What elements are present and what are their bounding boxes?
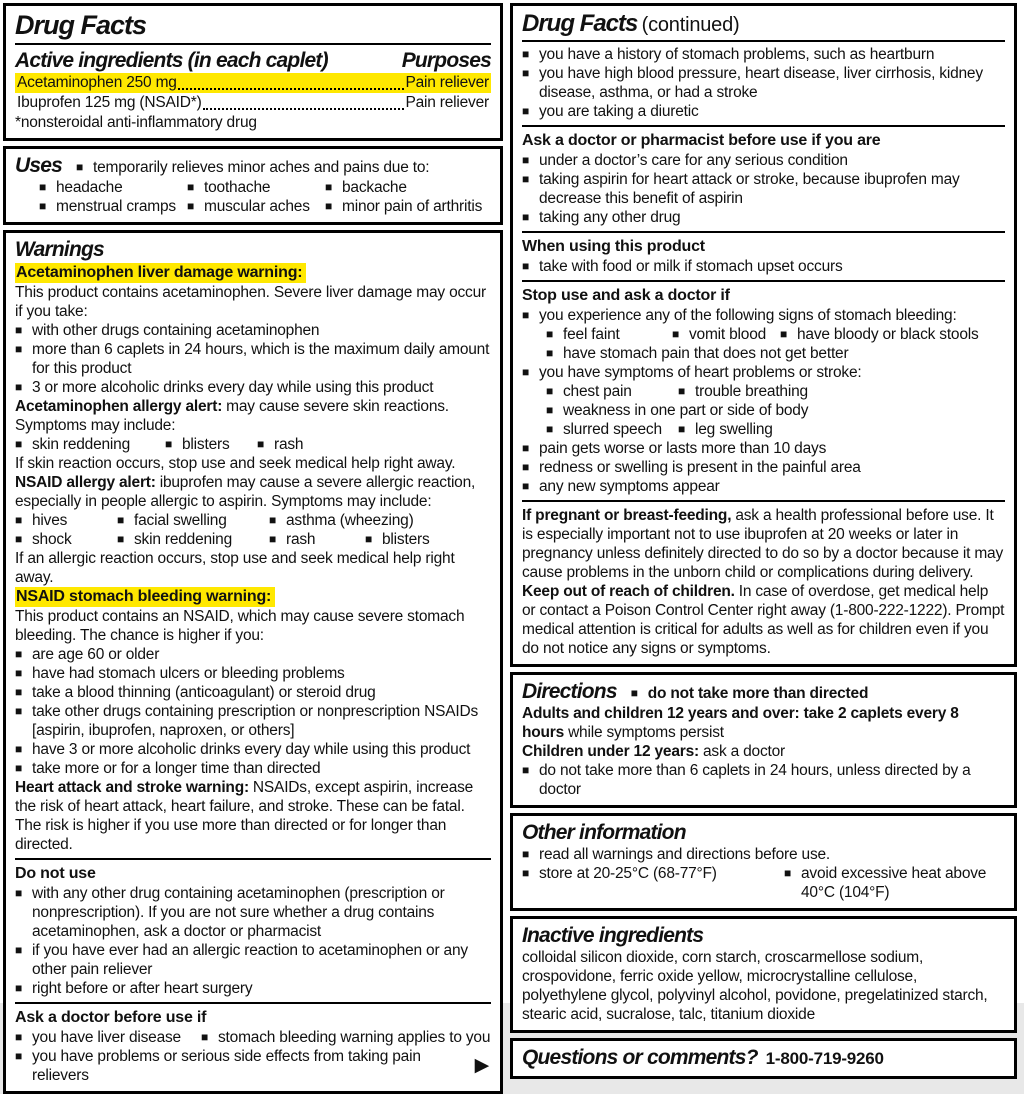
nsaid-allergy-alert <box>15 473 491 511</box>
symptom-item: ■ skin reddening <box>15 435 165 454</box>
liver-bullet: ■ 3 or more alcoholic drinks every day while using this product <box>15 378 491 397</box>
questions-title: Questions or comments? <box>522 1046 758 1070</box>
ingredient-purpose: Pain reliever <box>405 94 489 112</box>
active-ingredients-panel <box>3 3 503 141</box>
symptom-item: ■ blisters <box>365 530 491 549</box>
directions-title: Directions <box>522 679 617 703</box>
allergy-alert-rest: may cause severe skin reactions. <box>226 397 449 415</box>
liver-damage-warning-heading: Acetaminophen liver damage warning: <box>15 263 306 283</box>
continued-warnings-panel <box>510 3 1017 667</box>
use-item: ■ headache <box>39 178 187 197</box>
divider <box>522 125 1005 127</box>
symptom-item: ■ leg swelling <box>678 420 1005 439</box>
skin-symptoms-row <box>15 435 491 454</box>
stop-use-bullet: ■ redness or swelling is present in the painful area <box>522 458 1005 477</box>
divider <box>15 43 491 45</box>
keep-out-lead: Keep out of reach of children. <box>522 582 735 600</box>
pregnancy-rest: ask a health professional before use. It is especially important not to use ibuprofen at 20 weeks or later in pregnancy unless definitely directed to do so by a doctor because it may cause problems in the unborn child or complications during delivery. <box>522 506 1004 581</box>
sign-item: ■ feel faint <box>546 325 672 344</box>
heart-warning-lead: Heart attack and stroke warning: <box>15 778 249 796</box>
heat-warning: ■ avoid excessive heat above 40°C (104°F) <box>784 864 1005 902</box>
symptom-item: ■ hives <box>15 511 117 530</box>
use-item: ■ backache <box>325 178 491 197</box>
ingredient-row-acetaminophen <box>15 73 491 93</box>
stomach-bullet: ■ take more or for a longer time than directed <box>15 759 491 778</box>
continued-title-rest: (continued) <box>641 14 740 36</box>
continued-arrow-icon: ▶ <box>474 1055 489 1077</box>
ask-doctor-item: ■ stomach bleeding warning applies to you <box>201 1028 491 1047</box>
uses-title: Uses <box>15 154 63 178</box>
active-ingredients-header-row <box>15 48 491 73</box>
directions-bullet: ■ do not take more than 6 caplets in 24 hours, unless directed by a doctor <box>522 761 1005 799</box>
pharmacist-heading: Ask a doctor or pharmacist before use if you are <box>522 131 881 149</box>
nsaid-allergy-rest: ibuprofen may cause a severe allergic reaction, especially in people allergic to aspirin. Symptoms may include: <box>15 473 476 510</box>
uses-title-row <box>15 153 491 178</box>
skin-reaction-note: If skin reaction occurs, stop use and seek medical help right away. <box>15 454 456 472</box>
stop-use-bullet: ■ any new symptoms appear <box>522 477 1005 496</box>
children-dosage <box>522 742 1005 761</box>
use-item: ■ menstrual cramps <box>39 197 187 216</box>
divider <box>15 1002 491 1004</box>
divider <box>522 40 1005 42</box>
pharmacist-bullet: ■ taking aspirin for heart attack or stroke, because ibuprofen may decrease this benefit of aspirin <box>522 170 1005 208</box>
uses-row-1 <box>39 178 491 197</box>
children-dosage-lead: Children under 12 years: <box>522 742 699 760</box>
nsaid-allergy-lead: NSAID allergy alert: <box>15 473 156 491</box>
uses-panel <box>3 146 503 225</box>
drug-facts-continued-title <box>522 10 1005 38</box>
stomach-bullet: ■ have 3 or more alcoholic drinks every day while using this product <box>15 740 491 759</box>
continued-title-lead: Drug Facts <box>522 10 638 37</box>
purposes-header: Purposes <box>401 49 491 73</box>
stomach-bullet: ■ have had stomach ulcers or bleeding problems <box>15 664 491 683</box>
use-item: ■ muscular aches <box>187 197 325 216</box>
do-not-use-bullet: ■ if you have ever had an allergic reaction to acetaminophen or any other pain reliever <box>15 941 491 979</box>
symptom-item: ■ rash <box>257 435 491 454</box>
symptom-item: ■ skin reddening <box>117 530 269 549</box>
sign-item: ■ have bloody or black stools <box>780 325 1005 344</box>
keep-out-rest: In case of overdose, get medical help or contact a Poison Control Center right away (1-800-222-1222). Prompt medical attention is critical for adults as well as for children even if you do not notice any signs or symptoms. <box>522 582 1005 657</box>
other-information-panel <box>510 813 1017 911</box>
do-not-use-bullet: ■ right before or after heart surgery <box>15 979 491 998</box>
heart-warning-rest: NSAIDs, except aspirin, increase the risk of heart attack, heart failure, and stroke. These can be fatal. The risk is higher if you use more than directed or for longer than directed. <box>15 778 474 853</box>
directions-title-row <box>522 679 1005 704</box>
directions-panel <box>510 672 1017 808</box>
do-not-use-bullet: ■ with any other drug containing acetaminophen (prescription or nonprescription). If you are not sure whether a drug contains acetaminophen, ask a doctor or pharmacist <box>15 884 491 941</box>
continued-bullet: ■ you have a history of stomach problems, such as heartburn <box>522 45 1005 64</box>
dotted-leader <box>203 108 405 110</box>
liver-bullet: ■ with other drugs containing acetaminophen <box>15 321 491 340</box>
nsaid-symptoms-row-1 <box>15 511 491 530</box>
other-info-bullet: ■ read all warnings and directions before use. <box>522 845 1005 864</box>
when-using-heading: When using this product <box>522 237 705 255</box>
symptom-item: ■ facial swelling <box>117 511 269 530</box>
bleeding-signs-row <box>546 325 1005 344</box>
active-ingredients-header: Active ingredients (in each caplet) <box>15 49 328 73</box>
warnings-panel <box>3 230 503 1093</box>
symptom-item: ■ slurred speech <box>546 420 678 439</box>
keep-out-of-reach-warning <box>522 582 1005 658</box>
children-dosage-rest: ask a doctor <box>702 742 786 760</box>
stop-use-bullet: ■ pain gets worse or lasts more than 10 days <box>522 439 1005 458</box>
ask-doctor-last-row <box>15 1047 491 1085</box>
adults-dosage-rest: while symptoms persist <box>568 723 724 741</box>
ask-doctor-item: ■ you have liver disease <box>15 1028 201 1047</box>
inactive-ingredients-panel <box>510 916 1017 1033</box>
divider <box>522 500 1005 502</box>
stomach-bleeding-warning-heading: NSAID stomach bleeding warning: <box>15 587 275 607</box>
pregnancy-lead: If pregnant or breast-feeding, <box>522 506 732 524</box>
stop-use-bullet: ■ you have symptoms of heart problems or stroke: <box>522 363 1005 382</box>
heart-symptoms-row-3 <box>546 420 1005 439</box>
left-column <box>3 3 503 1084</box>
uses-intro: ■ temporarily relieves minor aches and pains due to: <box>76 158 429 177</box>
sign-item: ■ vomit blood <box>672 325 780 344</box>
drug-facts-title: Drug Facts <box>15 10 147 40</box>
ask-doctor-heading: Ask a doctor before use if <box>15 1008 207 1026</box>
adults-dosage <box>522 704 1005 742</box>
ask-doctor-row <box>15 1028 491 1047</box>
ask-doctor-item: ■ you have problems or serious side effects from taking pain relievers <box>15 1047 475 1085</box>
symptom-item: ■ rash <box>269 530 365 549</box>
liver-warning-intro: This product contains acetaminophen. Severe liver damage may occur if you take: <box>15 283 486 320</box>
allergy-alert-lead: Acetaminophen allergy alert: <box>15 397 223 415</box>
pharmacist-bullet: ■ under a doctor’s care for any serious condition <box>522 151 1005 170</box>
other-information-title: Other information <box>522 820 686 844</box>
phone-number: 1-800-719-9260 <box>765 1049 884 1069</box>
adults-dosage-lead: Adults and children 12 years and over: take 2 caplets every 8 hours <box>522 704 959 741</box>
directions-bullet: ■ do not take more than directed <box>631 684 869 703</box>
pharmacist-bullet: ■ taking any other drug <box>522 208 1005 227</box>
divider <box>15 858 491 860</box>
inactive-ingredients-list: colloidal silicon dioxide, corn starch, croscarmellose sodium, crospovidone, ferric oxide yellow, microcrystalline cellulose, polyethylene glycol, polyvinyl alcohol, povidone, pregelatinized starch, stearic acid, sucralose, talc, titanium dioxide <box>522 949 988 1024</box>
ingredient-row-ibuprofen <box>15 93 491 113</box>
divider <box>522 231 1005 233</box>
storage-temp: ■ store at 20-25°C (68-77°F) <box>522 864 784 902</box>
acetaminophen-allergy-alert <box>15 397 491 416</box>
stomach-bullet: ■ are age 60 or older <box>15 645 491 664</box>
ingredient-name: Acetaminophen 250 mg <box>17 74 177 92</box>
storage-row <box>522 864 1005 902</box>
continued-bullet: ■ you have high blood pressure, heart disease, liver cirrhosis, kidney disease, asthma, or had a stroke <box>522 64 1005 102</box>
symptom-item: ■ trouble breathing <box>678 382 1005 401</box>
questions-row <box>522 1045 1005 1070</box>
stop-use-bullet: ■ you experience any of the following signs of stomach bleeding: <box>522 306 1005 325</box>
uses-row-2 <box>39 197 491 216</box>
use-item: ■ toothache <box>187 178 325 197</box>
heart-symptoms-row-1 <box>546 382 1005 401</box>
continued-bullet: ■ you are taking a diuretic <box>522 102 1005 121</box>
ingredient-purpose: Pain reliever <box>405 74 489 92</box>
when-using-bullet: ■ take with food or milk if stomach upset occurs <box>522 257 1005 276</box>
symptom-item: ■ shock <box>15 530 117 549</box>
right-column <box>510 3 1017 1070</box>
inactive-ingredients-title: Inactive ingredients <box>522 923 704 947</box>
questions-panel <box>510 1038 1017 1079</box>
stomach-bullet: ■ take other drugs containing prescription or nonprescription NSAIDs [aspirin, ibuprofen, naproxen, or others] <box>15 702 491 740</box>
symptom-item: ■ weakness in one part or side of body <box>546 401 1005 420</box>
allergic-reaction-note: If an allergic reaction occurs, stop use and seek medical help right away. <box>15 549 455 586</box>
liver-bullet: ■ more than 6 caplets in 24 hours, which is the maximum daily amount for this product <box>15 340 491 378</box>
pregnancy-warning <box>522 506 1005 582</box>
stop-use-heading: Stop use and ask a doctor if <box>522 286 730 304</box>
dotted-leader <box>178 88 405 90</box>
use-item: ■ minor pain of arthritis <box>325 197 491 216</box>
symptoms-line: Symptoms may include: <box>15 416 176 434</box>
symptom-item: ■ blisters <box>165 435 257 454</box>
sign-item: ■ have stomach pain that does not get better <box>546 344 1005 363</box>
nsaid-symptoms-row-2 <box>15 530 491 549</box>
heart-attack-stroke-warning <box>15 778 491 854</box>
nsaid-footnote: *nonsteroidal anti-inflammatory drug <box>15 114 257 132</box>
divider <box>522 280 1005 282</box>
stomach-bullet: ■ take a blood thinning (anticoagulant) or steroid drug <box>15 683 491 702</box>
do-not-use-heading: Do not use <box>15 864 96 882</box>
warnings-title: Warnings <box>15 238 104 262</box>
symptom-item: ■ chest pain <box>546 382 678 401</box>
stomach-warning-intro: This product contains an NSAID, which may cause severe stomach bleeding. The chance is higher if you: <box>15 607 465 644</box>
ingredient-name: Ibuprofen 125 mg (NSAID*) <box>17 94 202 112</box>
symptom-item: ■ asthma (wheezing) <box>269 511 491 530</box>
